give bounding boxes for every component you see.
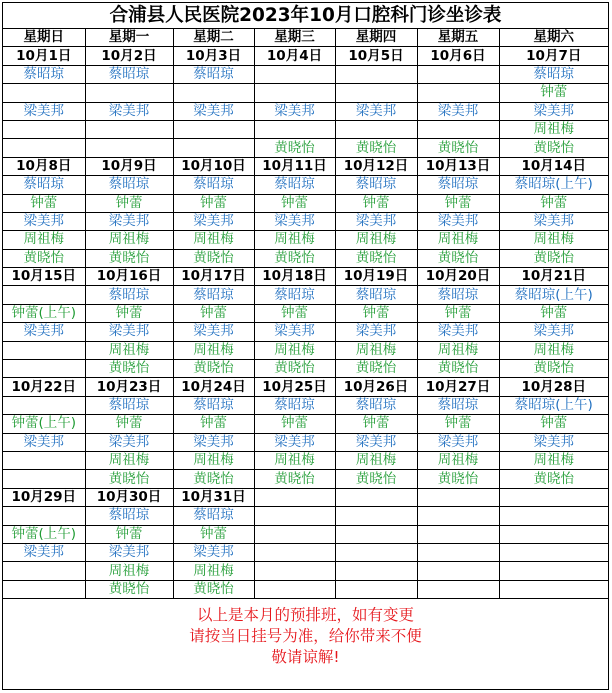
doctor-cell: 钟蕾 <box>499 194 608 212</box>
weekday-header: 星期五 <box>417 29 499 47</box>
weekday-header: 星期六 <box>499 29 608 47</box>
doctor-row <box>3 249 608 267</box>
doctor-row <box>3 286 608 304</box>
doctor-cell <box>335 543 417 561</box>
doctor-cell <box>3 451 85 469</box>
doctor-cell: 钟蕾 <box>499 415 608 433</box>
doctor-cell: 蔡昭琼 <box>173 176 254 194</box>
doctor-cell <box>254 562 335 580</box>
doctor-cell <box>499 543 608 561</box>
doctor-cell: 梁美邦 <box>335 102 417 120</box>
doctor-cell: 梁美邦 <box>417 212 499 230</box>
doctor-cell: 周祖梅 <box>335 451 417 469</box>
date-row <box>3 378 608 396</box>
doctor-cell: 黄晓怡 <box>254 360 335 378</box>
doctor-cell: 黄晓怡 <box>417 139 499 157</box>
date-cell: 10月8日 <box>3 157 85 175</box>
date-cell: 10月16日 <box>85 268 173 286</box>
doctor-cell: 钟蕾 <box>85 194 173 212</box>
weekday-header: 星期四 <box>335 29 417 47</box>
date-cell <box>417 488 499 506</box>
doctor-cell: 黄晓怡 <box>173 470 254 488</box>
doctor-cell: 黄晓怡 <box>173 360 254 378</box>
doctor-cell: 黄晓怡 <box>173 580 254 598</box>
doctor-cell: 蔡昭琼 <box>417 176 499 194</box>
doctor-cell <box>3 286 85 304</box>
date-cell: 10月17日 <box>173 268 254 286</box>
doctor-cell <box>335 562 417 580</box>
doctor-cell: 梁美邦 <box>335 212 417 230</box>
doctor-cell <box>335 507 417 525</box>
date-cell: 10月6日 <box>417 47 499 65</box>
doctor-cell: 梁美邦 <box>417 323 499 341</box>
date-cell: 10月26日 <box>335 378 417 396</box>
doctor-cell: 周祖梅 <box>173 562 254 580</box>
doctor-cell: 蔡昭琼 <box>85 286 173 304</box>
doctor-cell: 钟蕾 <box>85 415 173 433</box>
date-cell: 10月27日 <box>417 378 499 396</box>
weekday-header: 星期二 <box>173 29 254 47</box>
doctor-cell: 蔡昭琼 <box>173 507 254 525</box>
doctor-cell <box>3 84 85 102</box>
date-cell: 10月28日 <box>499 378 608 396</box>
doctor-cell <box>417 543 499 561</box>
date-cell: 10月1日 <box>3 47 85 65</box>
doctor-cell: 梁美邦 <box>3 212 85 230</box>
doctor-cell <box>417 507 499 525</box>
date-cell: 10月29日 <box>3 488 85 506</box>
date-cell: 10月14日 <box>499 157 608 175</box>
date-cell <box>335 488 417 506</box>
doctor-cell <box>85 120 173 138</box>
doctor-row <box>3 65 608 83</box>
doctor-cell: 梁美邦 <box>417 102 499 120</box>
doctor-row <box>3 360 608 378</box>
doctor-cell <box>417 65 499 83</box>
doctor-cell: 蔡昭琼(上午) <box>499 396 608 414</box>
doctor-cell: 黄晓怡 <box>85 249 173 267</box>
date-cell: 10月15日 <box>3 268 85 286</box>
doctor-cell: 周祖梅 <box>85 341 173 359</box>
doctor-cell: 梁美邦 <box>254 212 335 230</box>
doctor-cell: 梁美邦 <box>335 323 417 341</box>
date-cell: 10月9日 <box>85 157 173 175</box>
doctor-cell: 钟蕾 <box>335 415 417 433</box>
doctor-cell: 钟蕾 <box>417 415 499 433</box>
doctor-cell: 黄晓怡 <box>499 249 608 267</box>
doctor-cell: 黄晓怡 <box>417 360 499 378</box>
doctor-row <box>3 341 608 359</box>
date-cell: 10月31日 <box>173 488 254 506</box>
doctor-cell: 钟蕾 <box>173 304 254 322</box>
doctor-cell: 蔡昭琼(上午) <box>499 286 608 304</box>
doctor-row <box>3 562 608 580</box>
date-cell: 10月22日 <box>3 378 85 396</box>
doctor-cell: 梁美邦 <box>85 543 173 561</box>
weekday-header: 星期一 <box>85 29 173 47</box>
doctor-cell: 梁美邦 <box>173 323 254 341</box>
date-cell: 10月4日 <box>254 47 335 65</box>
doctor-row <box>3 212 608 230</box>
doctor-row <box>3 525 608 543</box>
doctor-cell <box>335 84 417 102</box>
doctor-row <box>3 176 608 194</box>
doctor-cell <box>3 120 85 138</box>
doctor-cell <box>254 84 335 102</box>
doctor-cell: 蔡昭琼 <box>254 396 335 414</box>
doctor-cell: 蔡昭琼 <box>3 65 85 83</box>
doctor-cell: 梁美邦 <box>335 433 417 451</box>
doctor-cell <box>3 507 85 525</box>
date-row <box>3 488 608 506</box>
date-cell: 10月20日 <box>417 268 499 286</box>
doctor-cell: 周祖梅 <box>254 341 335 359</box>
doctor-row <box>3 507 608 525</box>
doctor-cell <box>417 84 499 102</box>
doctor-cell <box>499 507 608 525</box>
doctor-cell: 钟蕾 <box>254 194 335 212</box>
doctor-cell <box>173 139 254 157</box>
doctor-cell: 钟蕾 <box>173 525 254 543</box>
doctor-cell: 蔡昭琼 <box>417 396 499 414</box>
doctor-cell: 钟蕾 <box>254 415 335 433</box>
doctor-cell <box>3 139 85 157</box>
doctor-cell: 梁美邦 <box>499 212 608 230</box>
doctor-cell: 黄晓怡 <box>499 139 608 157</box>
doctor-cell: 黄晓怡 <box>85 580 173 598</box>
doctor-cell: 梁美邦 <box>173 212 254 230</box>
doctor-cell: 蔡昭琼 <box>335 286 417 304</box>
doctor-cell: 黄晓怡 <box>417 249 499 267</box>
doctor-cell: 钟蕾(上午) <box>3 415 85 433</box>
doctor-cell: 梁美邦 <box>417 433 499 451</box>
date-cell: 10月25日 <box>254 378 335 396</box>
doctor-cell: 黄晓怡 <box>335 249 417 267</box>
doctor-row <box>3 543 608 561</box>
doctor-cell <box>3 470 85 488</box>
doctor-cell: 周祖梅 <box>417 231 499 249</box>
doctor-cell <box>499 580 608 598</box>
doctor-cell: 钟蕾 <box>85 304 173 322</box>
doctor-cell <box>417 562 499 580</box>
doctor-row <box>3 84 608 102</box>
doctor-cell: 梁美邦 <box>499 323 608 341</box>
doctor-cell: 蔡昭琼 <box>335 176 417 194</box>
doctor-cell <box>254 65 335 83</box>
doctor-cell <box>254 543 335 561</box>
notice-line-3: 敬请谅解! <box>271 648 340 666</box>
doctor-cell <box>3 562 85 580</box>
doctor-row <box>3 470 608 488</box>
doctor-row <box>3 433 608 451</box>
notice-line-1: 以上是本月的预排班，如有变更 <box>196 606 414 624</box>
doctor-cell: 蔡昭琼 <box>335 396 417 414</box>
date-cell: 10月2日 <box>85 47 173 65</box>
doctor-cell: 梁美邦 <box>173 543 254 561</box>
doctor-cell: 钟蕾 <box>173 194 254 212</box>
doctor-cell: 蔡昭琼 <box>85 65 173 83</box>
doctor-cell: 钟蕾(上午) <box>3 525 85 543</box>
date-cell: 10月5日 <box>335 47 417 65</box>
doctor-cell: 周祖梅 <box>499 231 608 249</box>
date-cell: 10月10日 <box>173 157 254 175</box>
date-cell: 10月12日 <box>335 157 417 175</box>
doctor-cell <box>3 580 85 598</box>
doctor-cell: 周祖梅 <box>335 341 417 359</box>
doctor-row <box>3 194 608 212</box>
doctor-cell: 梁美邦 <box>254 102 335 120</box>
notice-line-2: 请按当日挂号为准，给你带来不便 <box>189 627 422 645</box>
date-cell: 10月24日 <box>173 378 254 396</box>
doctor-cell: 梁美邦 <box>254 323 335 341</box>
doctor-cell: 蔡昭琼 <box>173 396 254 414</box>
doctor-cell <box>254 507 335 525</box>
schedule-sheet <box>2 2 609 690</box>
doctor-cell <box>254 525 335 543</box>
doctor-cell: 蔡昭琼 <box>85 507 173 525</box>
doctor-cell <box>335 120 417 138</box>
doctor-cell: 蔡昭琼 <box>254 286 335 304</box>
doctor-cell <box>335 525 417 543</box>
doctor-cell <box>3 360 85 378</box>
doctor-cell: 蔡昭琼 <box>254 176 335 194</box>
doctor-cell: 周祖梅 <box>85 231 173 249</box>
doctor-cell: 钟蕾 <box>335 304 417 322</box>
doctor-cell: 钟蕾 <box>417 304 499 322</box>
doctor-cell: 周祖梅 <box>85 562 173 580</box>
doctor-cell: 钟蕾 <box>335 194 417 212</box>
date-row <box>3 157 608 175</box>
date-cell <box>499 488 608 506</box>
doctor-cell <box>335 65 417 83</box>
doctor-cell: 蔡昭琼 <box>85 396 173 414</box>
doctor-row <box>3 304 608 322</box>
doctor-cell: 钟蕾 <box>254 304 335 322</box>
doctor-cell: 周祖梅 <box>254 451 335 469</box>
doctor-cell: 钟蕾 <box>417 194 499 212</box>
date-row <box>3 268 608 286</box>
doctor-row <box>3 451 608 469</box>
doctor-cell: 黄晓怡 <box>335 360 417 378</box>
doctor-cell: 梁美邦 <box>254 433 335 451</box>
doctor-cell: 黄晓怡 <box>254 139 335 157</box>
doctor-cell: 钟蕾 <box>85 525 173 543</box>
doctor-cell: 梁美邦 <box>173 102 254 120</box>
doctor-cell: 黄晓怡 <box>499 470 608 488</box>
doctor-cell: 黄晓怡 <box>173 249 254 267</box>
doctor-cell: 周祖梅 <box>417 451 499 469</box>
doctor-row <box>3 415 608 433</box>
doctor-cell: 梁美邦 <box>85 102 173 120</box>
doctor-cell: 周祖梅 <box>499 341 608 359</box>
date-row <box>3 47 608 65</box>
doctor-cell <box>499 562 608 580</box>
doctor-cell: 钟蕾(上午) <box>3 304 85 322</box>
doctor-row <box>3 396 608 414</box>
doctor-cell: 蔡昭琼 <box>85 176 173 194</box>
doctor-row <box>3 323 608 341</box>
doctor-cell <box>173 84 254 102</box>
date-cell: 10月13日 <box>417 157 499 175</box>
doctor-cell: 蔡昭琼 <box>3 176 85 194</box>
doctor-row <box>3 120 608 138</box>
doctor-cell: 蔡昭琼(上午) <box>499 176 608 194</box>
date-cell: 10月3日 <box>173 47 254 65</box>
doctor-cell: 蔡昭琼 <box>417 286 499 304</box>
weekday-header: 星期三 <box>254 29 335 47</box>
doctor-cell: 周祖梅 <box>254 231 335 249</box>
doctor-cell <box>85 84 173 102</box>
doctor-cell: 周祖梅 <box>173 341 254 359</box>
doctor-cell <box>3 341 85 359</box>
doctor-cell: 黄晓怡 <box>85 470 173 488</box>
schedule-table <box>3 29 608 599</box>
doctor-cell: 钟蕾 <box>499 84 608 102</box>
doctor-cell: 梁美邦 <box>85 212 173 230</box>
date-cell: 10月18日 <box>254 268 335 286</box>
doctor-cell: 梁美邦 <box>85 433 173 451</box>
doctor-cell: 梁美邦 <box>3 102 85 120</box>
notice-box <box>3 598 608 690</box>
doctor-cell: 周祖梅 <box>499 120 608 138</box>
doctor-cell: 钟蕾 <box>3 194 85 212</box>
date-cell: 10月7日 <box>499 47 608 65</box>
doctor-cell <box>254 580 335 598</box>
doctor-cell: 梁美邦 <box>85 323 173 341</box>
date-cell: 10月30日 <box>85 488 173 506</box>
doctor-cell: 梁美邦 <box>173 433 254 451</box>
doctor-cell: 梁美邦 <box>499 433 608 451</box>
doctor-row <box>3 231 608 249</box>
doctor-cell: 周祖梅 <box>3 231 85 249</box>
doctor-cell: 周祖梅 <box>173 231 254 249</box>
doctor-cell: 黄晓怡 <box>85 360 173 378</box>
doctor-cell: 钟蕾 <box>499 304 608 322</box>
doctor-cell: 周祖梅 <box>335 231 417 249</box>
doctor-cell: 周祖梅 <box>85 451 173 469</box>
doctor-cell: 梁美邦 <box>499 102 608 120</box>
doctor-cell: 周祖梅 <box>417 341 499 359</box>
doctor-cell: 黄晓怡 <box>3 249 85 267</box>
doctor-row <box>3 139 608 157</box>
doctor-cell: 蔡昭琼 <box>173 286 254 304</box>
page-title: 合浦县人民医院2023年10月口腔科门诊坐诊表 <box>3 3 608 29</box>
doctor-cell: 周祖梅 <box>173 451 254 469</box>
doctor-cell: 梁美邦 <box>3 323 85 341</box>
date-cell: 10月23日 <box>85 378 173 396</box>
doctor-cell: 蔡昭琼 <box>499 65 608 83</box>
doctor-cell: 黄晓怡 <box>335 139 417 157</box>
doctor-cell <box>3 396 85 414</box>
doctor-cell <box>499 525 608 543</box>
doctor-cell: 黄晓怡 <box>335 470 417 488</box>
doctor-cell: 黄晓怡 <box>254 470 335 488</box>
doctor-row <box>3 102 608 120</box>
date-cell <box>254 488 335 506</box>
weekday-header-row <box>3 29 608 47</box>
date-cell: 10月19日 <box>335 268 417 286</box>
doctor-cell: 黄晓怡 <box>417 470 499 488</box>
doctor-cell <box>173 120 254 138</box>
doctor-cell: 梁美邦 <box>3 433 85 451</box>
doctor-cell <box>85 139 173 157</box>
doctor-cell <box>417 120 499 138</box>
doctor-cell <box>417 580 499 598</box>
doctor-cell: 黄晓怡 <box>499 360 608 378</box>
doctor-cell <box>417 525 499 543</box>
doctor-cell: 钟蕾 <box>173 415 254 433</box>
doctor-cell: 蔡昭琼 <box>173 65 254 83</box>
doctor-cell: 梁美邦 <box>3 543 85 561</box>
doctor-cell <box>335 580 417 598</box>
date-cell: 10月21日 <box>499 268 608 286</box>
doctor-cell <box>254 120 335 138</box>
date-cell: 10月11日 <box>254 157 335 175</box>
weekday-header: 星期日 <box>3 29 85 47</box>
doctor-cell: 周祖梅 <box>499 451 608 469</box>
doctor-cell: 黄晓怡 <box>254 249 335 267</box>
doctor-row <box>3 580 608 598</box>
